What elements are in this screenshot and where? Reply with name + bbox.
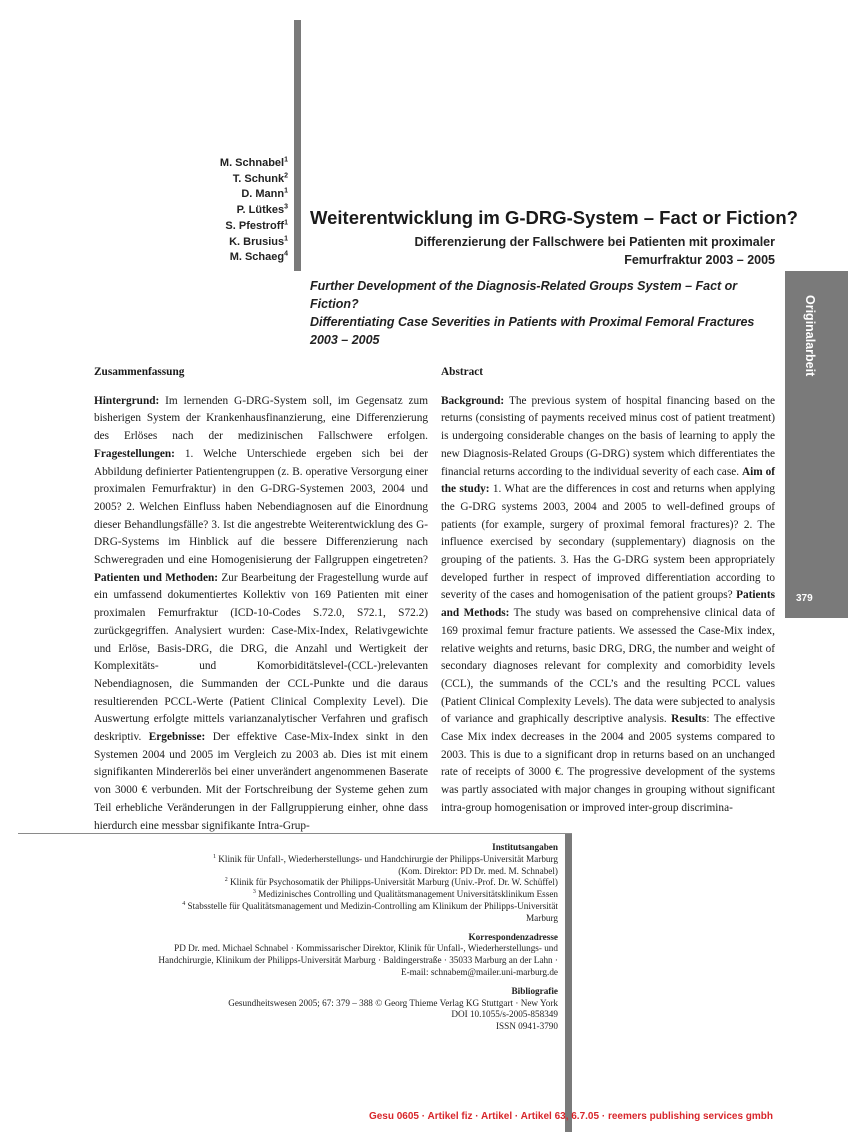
correspondence-email[interactable]: E-mail: schnabem@mailer.uni-marburg.de — [400, 966, 558, 977]
doi: DOI 10.1055/s-2005-858349 — [451, 1009, 558, 1020]
abstract-heading: Abstract — [441, 366, 484, 378]
english-title-line: Further Development of the Diagnosis-Related Groups System – Fact or Fiction? — [310, 279, 738, 311]
zusammenfassung-heading: Zusammenfassung — [94, 366, 185, 378]
affiliation: Marburg — [526, 912, 558, 923]
author-list — [220, 156, 288, 266]
affiliation: (Kom. Direktor: PD Dr. med. M. Schnabel) — [398, 865, 558, 876]
affiliation: $^1$ Klinik für Unfall-, Wiederherstellungs- und Handchirurgie der Philipps-Universität Marburg — [212, 853, 558, 864]
affiliation: $^3$ Medizinisches Controlling und Qualitätsmanagement Universitätsklinikum Essen — [252, 889, 558, 900]
bibliografie-heading: Bibliografie — [511, 985, 558, 996]
institutsangaben — [78, 842, 558, 925]
affiliation: $^2$ Klinik für Psychosomatik der Philipps-Universität Marburg (Univ.-Prof. Dr. W. Schüffel) — [224, 877, 558, 888]
author: K. Brusius$^1$ — [229, 234, 288, 248]
bibliografie — [78, 986, 558, 1033]
author: P. Lütkes$^3$ — [236, 203, 288, 217]
author: T. Schunk$^2$ — [232, 172, 288, 185]
korrespondenz-heading: Korrespondenzadresse — [468, 931, 558, 942]
author: M. Schnabel$^1$ — [219, 156, 288, 169]
article-title: Weiterentwicklung im G-DRG-System – Fact or Fiction? — [310, 207, 798, 228]
english-title — [310, 277, 780, 349]
correspondence-line: PD Dr. med. Michael Schnabel · Kommissarischer Direktor, Klinik für Unfall-, Wiederherstellungs- und — [174, 943, 558, 954]
affiliation: $^4$ Stabsstelle für Qualitätsmanagement und Medizin-Controlling am Klinikum der Philipps-Universität — [182, 900, 558, 911]
english-title-line: 2003 – 2005 — [310, 333, 380, 347]
author: S. Pfestroff$^1$ — [225, 219, 288, 232]
author: M. Schaeg$^4$ — [229, 250, 288, 264]
correspondence-line: Handchirurgie, Klinikum der Philipps-Universität Marburg · Baldingerstraße · 35033 Marburg an der Lahn · — [158, 955, 558, 966]
subtitle-line: Differenzierung der Fallschwere bei Patienten mit proximaler — [414, 235, 775, 249]
abstract-column — [441, 364, 775, 818]
vertical-bar-top — [294, 20, 301, 271]
zusammenfassung-column — [94, 364, 428, 835]
article-info — [78, 842, 558, 1040]
bibliography-line: Gesundheitswesen 2005; 67: 379 – 388 © Georg Thieme Verlag KG Stuttgart · New York — [228, 997, 558, 1008]
section-label: Originalarbeit — [803, 295, 817, 377]
article-subtitle — [310, 233, 775, 269]
english-title-line: Differentiating Case Severities in Patients with Proximal Femoral Fractures — [310, 315, 755, 329]
page-number: 379 — [796, 593, 813, 604]
korrespondenzadresse — [78, 932, 558, 979]
subtitle-line: Femurfraktur 2003 – 2005 — [624, 253, 775, 267]
production-footer: Gesu 0605 · Artikel fiz · Artikel · Artikel 63, 6.7.05 · reemers publishing services gmbh — [368, 1111, 773, 1122]
abstract-text: Background: The previous system of hospital financing based on the returns (consisting of payments received minus cost of patient treatment) is undergoing considerable changes on the basis of learning to apply the new Diagnosis-Related Groups (G-DRG) system which differentiates the financial returns according to the individual severity of each case. Aim of the study: 1. What are the differences in cost and returns when applying the G-DRG systems 2003, 2004 and 2005 to well-defined groups of patients (for example, surgery of proximal femoral fractures)? 2. The influence exercised by secondary (supplementary) diagnosis on the grouping of the patients. 3. Has the G-DRG system been appropriately developed further in respect of improved differentiation according to severity of the cases and homogenisation of the patient groups? Patients and Methods: The study was based on comprehensive clinical data of 169 proximal femur fracture patients. We assessed the Case-Mix index, relative weights and returns, basic DRG, DRG, the number and weight of secondary diagnoses relevant for complexity and comorbidity levels (CCL), the summands of the CCL’s and the resulting PCCL values (Patient Clinical Complexity Levels). The data were subjected to analysis of variance and graphically descriptive analysis. Results: The effective Case Mix index decreases in the 2004 and 2005 systems compared to 2003. This is due to a significant drop in returns based on an unchanged rate of receipts of 3000 €. The progressive development of the systems was partly associated with major changes in grouping without significant intra-group homogenisation or improved inter-group discrimina- — [441, 394, 775, 814]
issn: ISSN 0941-3790 — [495, 1021, 558, 1032]
author: D. Mann$^1$ — [241, 187, 288, 201]
vertical-bar-bottom — [565, 834, 572, 1132]
institutsangaben-heading: Institutsangaben — [492, 842, 558, 852]
zusammenfassung-text: Hintergrund: Im lernenden G-DRG-System soll, im Gegensatz zum bisherigen System der Krankenhausfinanzierung, eine Differenzierung des Erlöses nach der medizinischen Fallschwere erfolgen. Fragestellungen: 1. Welche Unterschiede ergeben sich bei der Abbildung definierter Patientengruppen (z. B. operative Versorgung einer proximalen Femurfraktur) in den G-DRG-Systemen 2003, 2004 und 2005? 2. Welchen Einfluss haben Nebendiagnosen auf die Einordnung dieser Behandlungsfälle? 3. Ist die angestrebte Weiterentwicklung des G-DRG-Systems im Hinblick auf die bessere Differenzierung nach Schweregraden und eine Homogenisierung der Fallgruppen eingetreten? Patienten und Methoden: Zur Bearbeitung der Fragestellung wurde auf ein umfassend dokumentiertes Kollektiv von 169 Patienten mit einer proximalen Femurfraktur (ICD-10-Codes S.72.0, S72.1, S72.2) zurückgegriffen. Analysiert wurden: Case-Mix-Index, Relativgewichte und Erlöse, Basis-DRG, die DRG, die Anzahl und Wertigkeit der Komplexitäts- und Komorbiditätslevel-(CCL-)relevanten Nebendiagnosen, die Summanden der CCL-Punkte und die daraus resultierenden PCCL-Werte (Patient Clinical Complexity Level). Die Auswertung erfolgte mittels varianzanalytischer Verfahren und grafisch deskriptiv. Ergebnisse: Der effektive Case-Mix-Index sinkt in den Systemen 2004 und 2005 im Vergleich zu 2003 ab. Dies ist mit einem signifikanten Mindererlös bei einer unverändert angenommenen Baserate von 3000 € verbunden. Mit der Fortschreibung der Systeme gehen zum Teil erhebliche Veränderungen in der Fallgruppierung einher, ohne dass hierdurch eine messbar signifikante Intra-Grup- — [94, 394, 429, 832]
